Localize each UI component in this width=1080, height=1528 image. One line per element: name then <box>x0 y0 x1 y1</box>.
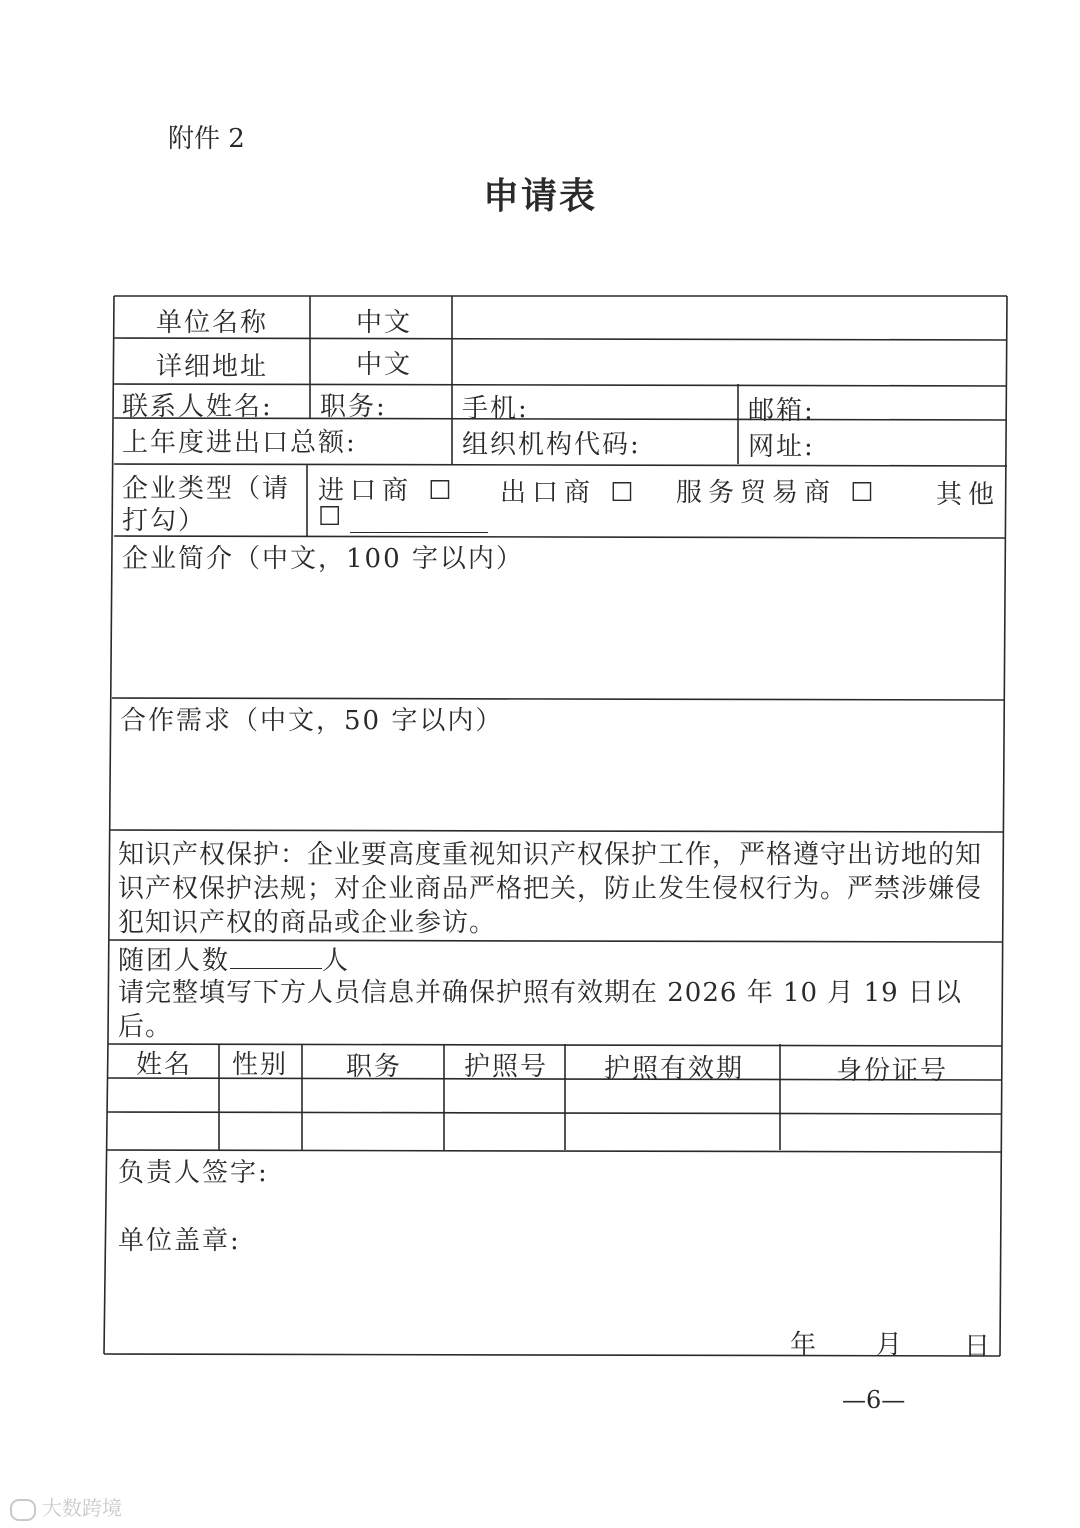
address-label: 详细地址 <box>156 352 269 382</box>
exporter-checkbox[interactable]: 出口商 ☐ <box>500 478 640 508</box>
seal-label: 单位盖章: <box>118 1226 241 1256</box>
position-label: 职务: <box>320 392 387 422</box>
delegation-count-label: 随团人数 <box>118 946 231 976</box>
other-type-blank[interactable] <box>350 508 488 533</box>
intro-label: 企业简介（中文，100 字以内） <box>122 544 524 574</box>
importer-checkbox[interactable]: 进口商 ☐ <box>318 476 458 506</box>
header-passport-expiry: 护照有效期 <box>604 1054 745 1084</box>
company-name-label: 单位名称 <box>156 308 269 338</box>
trade-volume-label: 上年度进出口总额: <box>122 428 357 458</box>
service-trader-checkbox[interactable]: 服务贸易商 ☐ <box>676 478 880 508</box>
header-position: 职务 <box>346 1052 403 1082</box>
address-field[interactable] <box>456 342 1004 382</box>
chat-bubble-icon <box>10 1499 36 1521</box>
table-row[interactable] <box>110 1116 1000 1148</box>
signer-label: 负责人签字: <box>118 1158 269 1188</box>
company-name-lang: 中文 <box>356 308 413 338</box>
enterprise-type-label: 企业类型（请 <box>122 474 291 504</box>
delegation-instruction: 请完整填写下方人员信息并确保护照有效期在 2026 年 10 月 19 日以后。 <box>118 978 962 1042</box>
page-number: —6— <box>842 1386 906 1414</box>
delegation-count-blank[interactable] <box>230 944 322 969</box>
cooperation-field[interactable] <box>118 738 998 826</box>
header-id-number: 身份证号 <box>836 1056 949 1086</box>
date-year: 年 <box>790 1330 819 1360</box>
date-day: 日 <box>964 1332 993 1362</box>
ip-protection-text: 知识产权保护：企业要高度重视知识产权保护工作，严格遵守出访地的知识产权保护法规；对企业商品严格把关，防止发生侵权行为。严禁涉嫌侵犯知识产权的商品或企业参访。 <box>118 840 983 938</box>
watermark <box>10 1492 122 1521</box>
date-month: 月 <box>876 1330 905 1360</box>
delegation-count-row <box>118 940 350 977</box>
company-name-field[interactable] <box>456 300 1004 336</box>
org-code-label: 组织机构代码: <box>462 430 641 460</box>
cooperation-label: 合作需求（中文，50 字以内） <box>120 706 504 736</box>
address-lang: 中文 <box>356 350 413 380</box>
website-label: 网址: <box>748 432 815 462</box>
header-gender: 性别 <box>232 1050 289 1080</box>
enterprise-type-label-2: 打勾） <box>122 506 207 536</box>
other-type-checkbox[interactable]: ☐ <box>318 502 344 532</box>
contact-name-label: 联系人姓名: <box>122 392 273 422</box>
header-passport-number: 护照号 <box>464 1052 549 1082</box>
delegation-count-unit: 人 <box>322 946 351 976</box>
mobile-label: 手机: <box>462 394 529 424</box>
watermark-text: 大数跨境 <box>42 1496 122 1520</box>
table-row[interactable] <box>110 1082 1000 1110</box>
header-name: 姓名 <box>136 1050 193 1080</box>
attachment-label: 附件 2 <box>168 124 245 154</box>
intro-field[interactable] <box>120 576 1000 694</box>
document-title: 申请表 <box>482 175 597 217</box>
other-type-label: 其他 <box>936 480 1001 510</box>
email-label: 邮箱: <box>748 396 815 426</box>
